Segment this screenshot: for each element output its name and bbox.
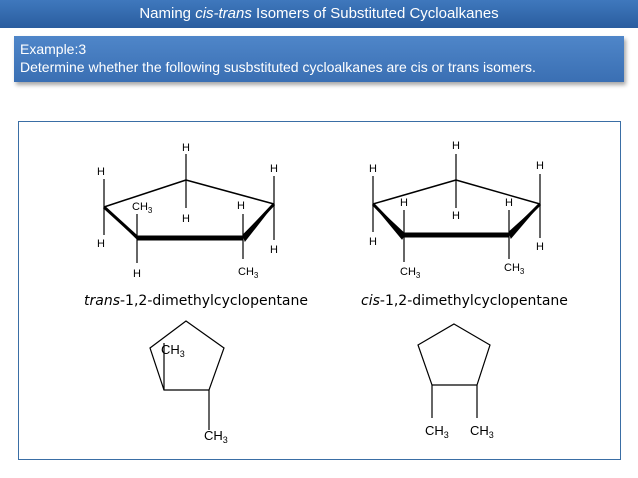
- structures-diagram: [19, 122, 622, 461]
- cis-skeletal: [418, 324, 490, 418]
- trans-skeletal: [150, 321, 224, 430]
- cis-skeletal-ch3-left: $CH_3$: [425, 423, 449, 440]
- trans-ch3-up: $CH_3$: [132, 201, 153, 215]
- trans-h-top: H: [182, 142, 190, 154]
- trans-h-center: H: [182, 213, 190, 225]
- cis-skeletal-ch3-right: $CH_3$: [470, 423, 494, 440]
- cis-ch3-right: $CH_3$: [504, 262, 525, 276]
- cis-h-left-down: H: [369, 236, 377, 248]
- cis-haworth: [373, 154, 540, 262]
- cis-h-top: H: [452, 140, 460, 152]
- title-prefix: Naming: [139, 5, 196, 22]
- cis-h-center: H: [452, 210, 460, 222]
- diagram-frame: [18, 121, 621, 460]
- slide-title: [0, 0, 638, 28]
- cis-h-left-up: H: [369, 163, 377, 175]
- trans-h-left-down: H: [97, 238, 105, 250]
- trans-h-left-up: H: [97, 166, 105, 178]
- example-box: [14, 36, 624, 82]
- trans-h-right-down: H: [270, 244, 278, 256]
- trans-skeletal-ch3-bottom: $CH_3$: [204, 428, 228, 445]
- example-instruction: Determine whether the following susbstituted cycloalkanes are cis or trans isomers.: [20, 59, 536, 75]
- cis-ch3-left: $CH_3$: [400, 266, 421, 280]
- title-italic: cis-trans: [195, 5, 252, 22]
- cis-h-right-up: H: [536, 160, 544, 172]
- cis-h-c2-up: H: [505, 197, 513, 209]
- trans-h-right-up: H: [270, 163, 278, 175]
- trans-ch3-down: $CH_3$: [238, 266, 259, 280]
- cis-h-right-down: H: [536, 241, 544, 253]
- trans-haworth: [104, 154, 274, 263]
- title-suffix: Isomers of Substituted Cycloalkanes: [251, 5, 499, 22]
- trans-caption: trans-1,2-dimethylcyclopentane: [84, 293, 308, 309]
- trans-h-c1-down: H: [133, 268, 141, 280]
- example-heading: Example:3: [20, 41, 87, 57]
- cis-h-c1-up: H: [400, 197, 408, 209]
- cis-caption: cis-1,2-dimethylcyclopentane: [361, 293, 568, 309]
- trans-skeletal-ch3-top: $CH_3$: [161, 342, 185, 359]
- trans-h-c2-up: H: [237, 200, 245, 212]
- trans-atom-labels: [97, 142, 278, 280]
